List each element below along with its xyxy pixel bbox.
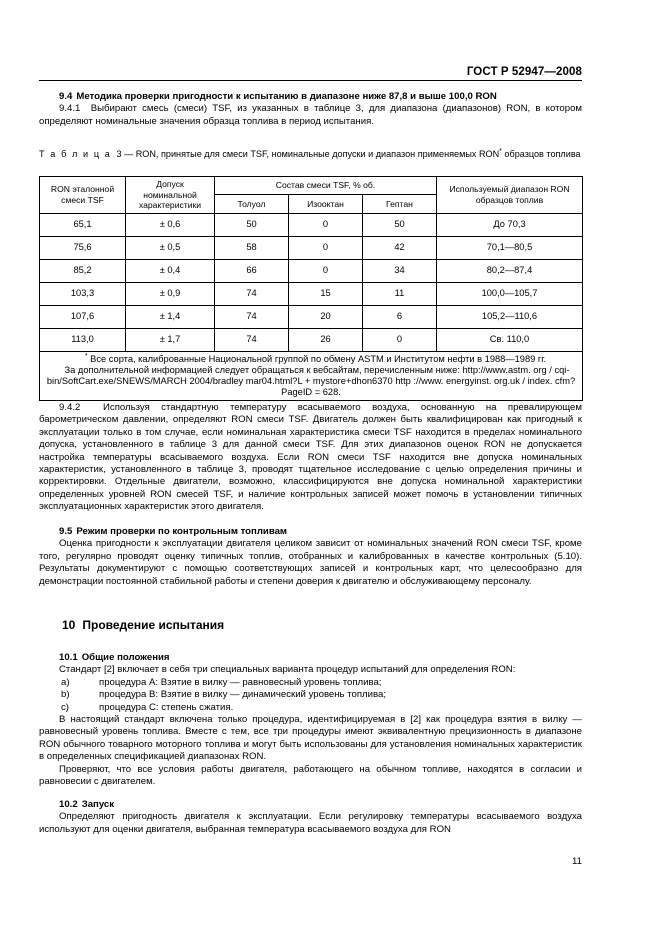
section-9-5-title: Режим проверки по контрольным топливам [76,526,288,537]
cell-toluene: 74 [215,282,289,305]
table-3-body [40,213,583,400]
section-10-1-paragraph-1-text: В настоящий стандарт включена только процедура, идентифицируемая в [2] как процедура взятия в вилку — равновесный уровень топлива. Вместе с тем, все три процедуры имеют эквивалентную прецизионность в диапазоне RON обычного товарного моторного топлива и могут быть использованы для установления номинальных характеристик в определенных спецификацией диапазонах RON. [39,714,582,763]
section-10-2-number: 10.2 [59,799,78,810]
list-item-text: процедура A: Взятие в вилку — равновесный уровень топлива; [99,676,382,688]
cell-ron: 85,2 [40,259,126,282]
footnote-line-1-text: Все сорта, калиброванные Национальной группой по обмену ASTM и Институтом нефти в 1988—1989 гг. [90,353,547,364]
cell-tolerance: ± 0,4 [126,259,215,282]
cell-isooctane: 15 [289,282,363,305]
table-3 [39,176,583,401]
table-caption-text-a: RON, принятые для смеси TSF, номинальные допуски и диапазон применяемых RON [135,149,500,159]
cell-heptane: 11 [363,282,437,305]
cell-isooctane: 0 [289,236,363,259]
section-9-5-number: 9.5 [59,526,73,537]
cell-ron: 65,1 [40,213,126,236]
paragraph-9-4-1-number: 9.4.1 [59,103,81,115]
header-ron-reference: RON эталонной смеси TSF [40,177,126,214]
table-caption-dash: — [124,149,134,159]
header-rule [39,80,582,81]
table-caption-text-b: образцов топлива [504,149,581,159]
cell-isooctane: 20 [289,305,363,328]
footnote-line-1 [43,354,579,365]
section-10-2-body: Определяют пригодность двигателя к эксплуатации. Если регулировку температуры всасываемого воздуха используют для оценки двигателя, выбранная температура всасываемого воздуха для RON [39,811,582,835]
table-footnote-row [40,351,583,400]
cell-tolerance: ± 1,4 [126,305,215,328]
table-3-caption [39,148,582,160]
section-9-5-body: Оценка пригодности к эксплуатации двигателя целиком зависит от номинальных значений RON смеси TSF, кроме того, регулярно проводят оценку типичных топлив, отобранных и калиброванных в качестве контрольных (5.10). Результаты документируют с помощью соответствующих записей и контрольных карт, что целесообразно для демонстрации постоянной стабильной работы и степени доверия к двигателю и обслуживающему персоналу. [39,538,582,587]
cell-ron: 103,3 [40,282,126,305]
section-10-1-intro: Стандарт [2] включает в себя три специальных варианта процедур испытаний для определения RON: [59,664,516,676]
section-10-heading [39,618,582,633]
section-9-4-2 [39,402,582,514]
cell-toluene: 74 [215,305,289,328]
page-number: 11 [572,856,582,867]
cell-toluene: 66 [215,259,289,282]
section-10-1 [39,652,582,788]
table-row [40,259,583,282]
list-item-marker: a) [61,676,70,688]
section-10-2 [39,799,582,836]
cell-heptane: 50 [363,213,437,236]
list-item-marker: c) [61,701,69,713]
section-10-1-title: Общие положения [81,652,170,663]
cell-toluene: 58 [215,236,289,259]
table-footnote-cell [40,351,583,400]
section-10-2-title: Запуск [81,799,115,810]
paragraph-9-4-2-text: Используя стандартную температуру всасываемого воздуха, основанную на превалирующем барометрическом давлении, определяют RON смеси TSF. Двигатель должен быть квалифицирован как пригодный к эксплуатации только в том случае, если номинальная характеристика смеси TSF находится в пределах номинального допуска, установленного в таблице 3 для данной смеси TSF. Для этих диапазонов оценок RON не допускается настройка температуры всасываемого воздуха. Если RON смеси TSF находится вне допуска номинальных характеристик, установленного в таблице 3, проводят тщательное исследование с целью определения причины и корректировки. Отдельные двигатели, возможно, классифицируются вне допуска номинальной характеристики определенных уровней RON смесей TSF, и наличие контрольных записей может помочь в установлении типичных эксплуатационных характеристик этого двигателя. [39,402,582,513]
cell-heptane: 0 [363,328,437,351]
cell-range: 100,0—105,7 [437,282,583,305]
table-caption-label: Т а б л и ц а [39,149,112,159]
cell-isooctane: 26 [289,328,363,351]
cell-ron: 75,6 [40,236,126,259]
list-item [39,689,582,701]
table-row [40,213,583,236]
section-10-1-paragraph-2: Проверяют, что все условия работы двигателя, работающего на обычном топливе, находятся в согласии и равновесии с двигателем. [39,763,582,788]
cell-ron: 113,0 [40,328,126,351]
table-row [40,328,583,351]
section-9-5 [39,526,582,588]
cell-tolerance: ± 1,7 [126,328,215,351]
list-item-text: процедура C: степень сжатия. [99,701,234,713]
cell-toluene: 50 [215,213,289,236]
table-caption-footnote-marker: * [499,147,502,155]
section-9-4-title: Методика проверки пригодности к испытанию в диапазоне ниже 87,8 и выше 100,0 RON [76,91,497,102]
procedure-list [39,677,582,714]
table-3-wrapper [39,176,582,401]
list-item [39,702,582,714]
cell-heptane: 6 [363,305,437,328]
cell-isooctane: 0 [289,213,363,236]
paragraph-9-4-2-number: 9.4.2 [59,402,81,413]
cell-range: 80,2—87,4 [437,259,583,282]
cell-tolerance: ± 0,5 [126,236,215,259]
cell-range: 70,1—80,5 [437,236,583,259]
cell-tolerance: ± 0,9 [126,282,215,305]
running-header [39,62,582,80]
section-10-title: Проведение испытания [82,618,225,632]
table-row [40,305,583,328]
paragraph-9-4-1-text: Выбирают смесь (смеси) TSF, из указанных в таблице 3, для диапазона (диапазонов) RON, в котором определяют номинальные значения образца топлива в период испытания. [39,103,582,127]
section-10-2-heading [39,799,582,811]
cell-range: 105,2—110,6 [437,305,583,328]
header-composition-group: Состав смеси TSF, % об. [215,177,437,195]
section-9-4-number: 9.4 [59,91,73,102]
table-row [40,236,583,259]
paragraph-9-4-1 [39,103,582,128]
section-10-number: 10 [62,618,76,632]
header-isooctane: Изооктан [289,195,363,213]
section-10-1-number: 10.1 [59,652,78,663]
header-heptane: Гептан [363,195,437,213]
table-row [40,282,583,305]
table-caption-number: 3 [116,149,122,159]
cell-heptane: 34 [363,259,437,282]
cell-tolerance: ± 0,6 [126,213,215,236]
cell-ron: 107,6 [40,305,126,328]
table-3-head [40,177,583,214]
footnote-marker: * [84,352,88,360]
cell-range: До 70,3 [437,213,583,236]
paragraph-9-4-2 [39,402,582,514]
cell-heptane: 42 [363,236,437,259]
list-item-text: процедура B: Взятие в вилку — динамический уровень топлива; [99,689,386,701]
list-item [39,677,582,689]
table-header-row-1 [40,177,583,195]
cell-toluene: 74 [215,328,289,351]
header-nominal-tolerance: Допуск номинальной характеристики [126,177,215,214]
section-9-4 [39,91,582,128]
list-item-marker: b) [61,689,70,701]
cell-range: Св. 110,0 [437,328,583,351]
footnote-line-2: За дополнительной информацией следует обращаться к вебсайтам, перечисленным ниже: http://www.astm. org / cqi-bin/SoftCart.exe/SNEWS/MARCH 2004/bradley mar04.html?L + mystore+dhon6370 http ://www. energyinst. org.uk / index. cfm?PageID = 628. [46,364,576,397]
header-ron-range: Используемый диапазон RON образцов топлив [437,177,583,214]
section-10-1-paragraph-1 [39,714,582,764]
section-9-4-heading [39,91,582,103]
header-toluene: Толуол [215,195,289,213]
standard-identifier: ГОСТ Р 52947—2008 [466,66,582,78]
cell-isooctane: 0 [289,259,363,282]
section-10-1-heading [39,652,582,664]
section-9-5-heading [39,526,582,538]
